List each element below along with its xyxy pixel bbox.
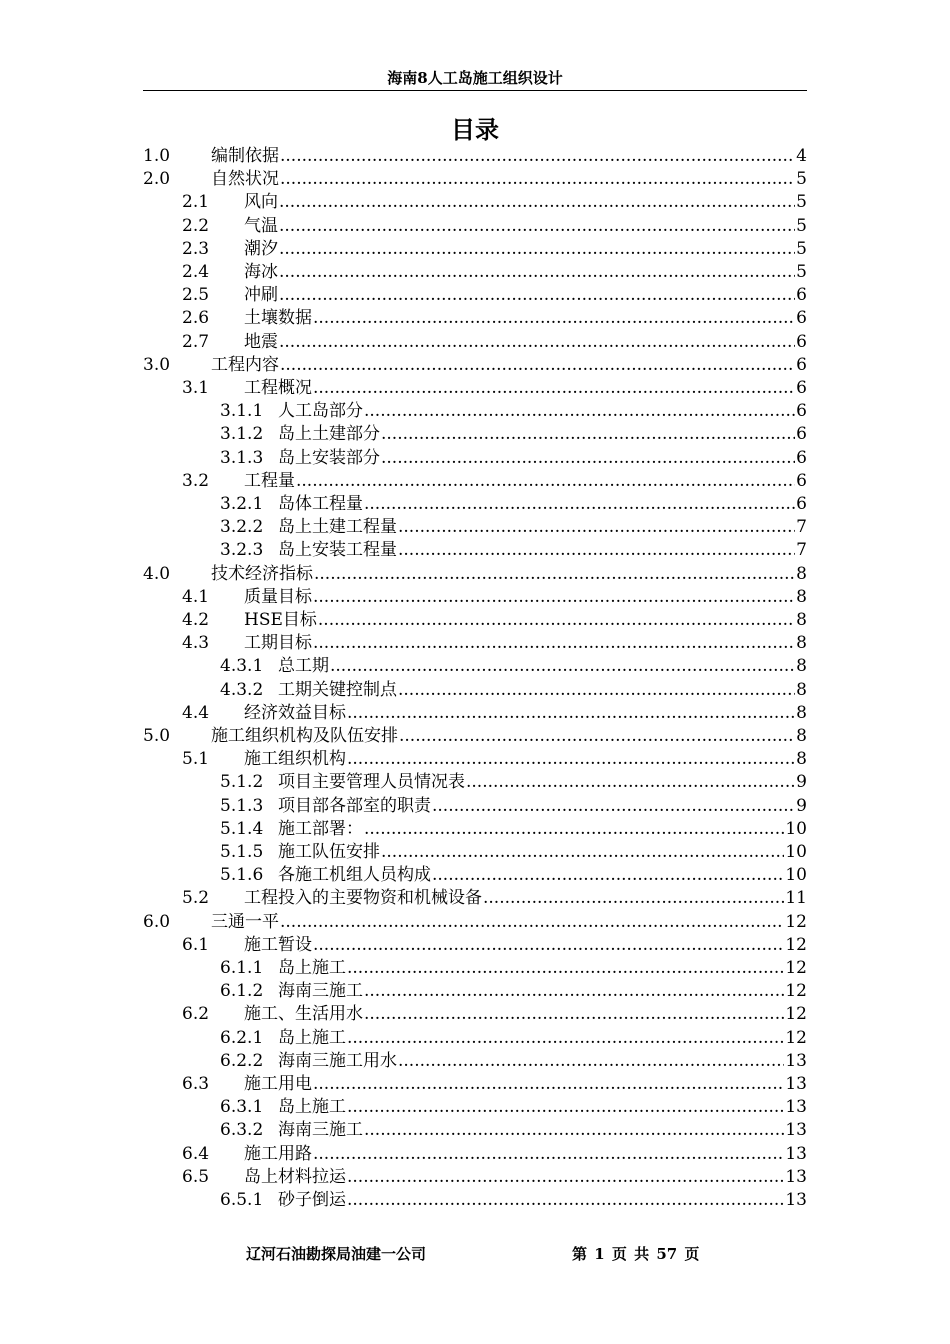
toc-entry[interactable]	[220, 1027, 807, 1050]
toc-entry-title: 海南三施工	[278, 1120, 363, 1141]
toc-entry[interactable]	[220, 400, 807, 423]
toc-entry-page: 8	[796, 586, 807, 607]
toc-entry-number: 2.7	[182, 331, 210, 352]
toc-entry-number: 4.0	[143, 563, 171, 584]
toc-entry[interactable]	[182, 238, 807, 261]
toc-entry-number: 6.3	[182, 1074, 210, 1094]
toc-entry-page: 13	[785, 1074, 807, 1094]
toc-dot-leader	[398, 516, 795, 539]
toc-entry-title: 岛上材料拉运	[244, 1166, 346, 1187]
toc-entry-number: 3.1.2	[220, 424, 264, 445]
toc-dot-leader	[398, 679, 795, 702]
footer-page-info: 第 1 页 共 57 页	[572, 1245, 700, 1263]
toc-dot-leader	[313, 632, 795, 655]
toc-entry-title: 海冰	[244, 262, 278, 282]
toc-entry-title: 施工队伍安排	[278, 842, 380, 862]
toc-entry[interactable]	[220, 1119, 807, 1142]
toc-entry[interactable]	[182, 887, 807, 910]
toc-entry-title: 项目主要管理人员情况表	[278, 772, 465, 793]
toc-dot-leader	[279, 331, 795, 354]
toc-dot-leader	[364, 400, 795, 423]
toc-entry-number: 2.1	[182, 192, 210, 213]
toc-entry-title: 经济效益目标	[244, 702, 346, 723]
toc-entry[interactable]	[220, 864, 807, 887]
toc-entry-title: 海南三施工用水	[278, 1050, 397, 1071]
toc-entry-number: 6.2	[182, 1004, 210, 1025]
toc-entry-page: 13	[785, 1120, 807, 1141]
toc-entry-page: 8	[796, 610, 807, 630]
toc-entry[interactable]	[220, 655, 807, 678]
toc-entry-title: 施工部署：	[278, 818, 363, 839]
toc-dot-leader	[347, 957, 784, 980]
toc-entry[interactable]	[220, 795, 807, 818]
toc-entry-page: 5	[796, 215, 807, 236]
toc-dot-leader	[432, 795, 795, 818]
toc-dot-leader	[466, 771, 795, 794]
toc-entry-title: 岛上安装部分	[278, 447, 380, 468]
toc-entry-title: 工程投入的主要物资和机械设备	[244, 888, 482, 909]
toc-entry-number: 3.1.1	[220, 401, 264, 422]
toc-dot-leader	[347, 1027, 784, 1050]
toc-entry[interactable]	[182, 702, 807, 725]
toc-entry[interactable]	[182, 748, 807, 771]
toc-entry-page: 6	[796, 308, 807, 329]
toc-entry-title: 气温	[244, 215, 278, 236]
toc-entry-number: 2.3	[182, 238, 210, 259]
toc-entry[interactable]	[182, 609, 807, 632]
toc-entry-page: 8	[796, 749, 807, 770]
toc-entry-page: 6	[796, 494, 807, 514]
toc-entry-page: 5	[796, 238, 807, 259]
toc-dot-leader	[279, 261, 795, 284]
toc-entry-number: 6.0	[143, 911, 171, 932]
toc-entry[interactable]	[182, 1166, 807, 1189]
toc-entry-number: 6.3.1	[220, 1097, 264, 1118]
toc-entry[interactable]	[220, 957, 807, 980]
toc-entry-title: 地震	[244, 331, 278, 352]
toc-entry-page: 6	[796, 401, 807, 422]
page-header-title: 海南8人工岛施工组织设计	[387, 69, 563, 87]
toc-entry-title: 海南三施工	[278, 981, 363, 1002]
toc-entry-number: 5.2	[182, 888, 210, 909]
toc-entry-page: 12	[785, 1004, 807, 1025]
toc-entry-number: 2.5	[182, 285, 210, 306]
toc-dot-leader	[280, 168, 795, 191]
toc-entry-number: 3.2	[182, 470, 210, 491]
toc-entry-page: 7	[796, 540, 807, 561]
toc-entry-title: 编制依据	[211, 146, 279, 166]
toc-dot-leader	[280, 911, 784, 934]
toc-dot-leader	[364, 1119, 784, 1142]
toc-entry-number: 6.2.1	[220, 1027, 264, 1048]
toc-entry-number: 4.1	[182, 586, 210, 607]
toc-dot-leader	[364, 980, 784, 1003]
toc-entry-title: 施工、生活用水	[244, 1004, 363, 1025]
toc-entry[interactable]	[182, 1073, 807, 1096]
toc-entry-number: 6.3.2	[220, 1120, 264, 1141]
toc-entry-title: 岛上安装工程量	[278, 540, 397, 561]
toc-entry-number: 3.1.3	[220, 447, 264, 468]
toc-dot-leader	[318, 609, 795, 632]
toc-entry-title: 岛上土建工程量	[278, 517, 397, 538]
toc-entry-number: 2.0	[143, 169, 171, 190]
toc-entry-title: 总工期	[278, 656, 329, 677]
toc-entry-title: 项目部各部室的职责	[278, 795, 431, 816]
toc-entry-title: 岛上施工	[278, 1097, 346, 1118]
footer-company: 辽河石油勘探局油建一公司	[246, 1245, 427, 1263]
toc-entry-page: 9	[796, 772, 807, 793]
toc-dot-leader	[347, 748, 795, 771]
toc-entry-title: 工程概况	[244, 378, 312, 398]
toc-entry[interactable]	[182, 307, 807, 330]
toc-entry[interactable]	[220, 1096, 807, 1119]
toc-entry-title: 工期关键控制点	[278, 679, 397, 700]
toc-dot-leader	[313, 586, 795, 609]
toc-dot-leader	[381, 423, 795, 446]
toc-entry-title: 施工暂设	[244, 934, 312, 955]
toc-entry-page: 8	[796, 726, 807, 746]
toc-entry[interactable]	[182, 632, 807, 655]
toc-entry[interactable]	[182, 377, 807, 400]
toc-entry[interactable]	[220, 1050, 807, 1073]
toc-dot-leader	[347, 1189, 784, 1212]
toc-entry-title: 施工组织机构及队伍安排	[211, 726, 398, 746]
toc-entry-number: 3.0	[143, 354, 171, 375]
toc-entry-number: 5.1.6	[220, 865, 264, 886]
toc-dot-leader	[279, 238, 795, 261]
toc-entry-title: 施工用电	[244, 1074, 312, 1094]
toc-dot-leader	[314, 563, 795, 586]
toc-dot-leader	[398, 539, 795, 562]
toc-entry-page: 4	[796, 146, 807, 166]
toc-entry-title: 施工用路	[244, 1143, 312, 1164]
toc-entry-number: 2.2	[182, 215, 210, 236]
toc-entry-number: 5.1.4	[220, 818, 264, 839]
toc-entry-number: 3.2.1	[220, 494, 264, 514]
toc-entry[interactable]	[182, 934, 807, 957]
toc-entry-title: 工程量	[244, 470, 295, 491]
toc-entry[interactable]	[143, 354, 807, 377]
toc-dot-leader	[296, 470, 795, 493]
toc-entry-number: 4.3.1	[220, 656, 264, 677]
toc-dot-leader	[313, 307, 795, 330]
toc-dot-leader	[364, 818, 784, 841]
toc-entry-page: 6	[796, 331, 807, 352]
toc-dot-leader	[279, 191, 795, 214]
toc-entry-page: 9	[796, 795, 807, 816]
toc-entry-number: 6.5	[182, 1166, 210, 1187]
toc-entry-number: 5.1	[182, 749, 210, 770]
toc-entry[interactable]	[220, 516, 807, 539]
toc-entry-number: 4.2	[182, 610, 210, 630]
toc-entry-number: 5.0	[143, 726, 171, 746]
toc-entry[interactable]	[220, 841, 807, 864]
toc-entry-number: 6.1.2	[220, 981, 264, 1002]
toc-entry-page: 12	[785, 934, 807, 955]
toc-dot-leader	[399, 725, 795, 748]
toc-dot-leader	[313, 1143, 784, 1166]
toc-entry-page: 12	[785, 958, 807, 978]
toc-entry-number: 5.1.2	[220, 772, 264, 793]
toc-entry-title: 人工岛部分	[278, 401, 363, 422]
toc-entry-page: 6	[796, 447, 807, 468]
toc-entry-page: 8	[796, 702, 807, 723]
toc-entry-page: 12	[785, 981, 807, 1002]
toc-entry[interactable]	[143, 563, 807, 586]
toc-dot-leader	[279, 215, 795, 238]
toc-dot-leader	[313, 1073, 784, 1096]
toc-entry-page: 10	[785, 818, 807, 839]
toc-dot-leader	[330, 655, 795, 678]
toc-entry-page: 13	[785, 1190, 807, 1210]
toc-dot-leader	[364, 493, 795, 516]
toc-entry[interactable]	[143, 911, 807, 934]
toc-entry-page: 13	[785, 1097, 807, 1118]
toc-entry-title: 自然状况	[211, 169, 279, 190]
toc-entry[interactable]	[182, 1003, 807, 1026]
toc-entry-number: 4.3.2	[220, 679, 264, 700]
toc-entry-page: 5	[796, 169, 807, 190]
toc-entry[interactable]	[182, 284, 807, 307]
toc-entry[interactable]	[220, 1189, 807, 1212]
toc-entry-number: 3.1	[182, 378, 210, 398]
toc-entry-title: 三通一平	[211, 911, 279, 932]
toc-entry[interactable]	[143, 168, 807, 191]
toc-entry-title: 冲刷	[244, 285, 278, 306]
toc-entry[interactable]	[182, 586, 807, 609]
toc-dot-leader	[279, 284, 795, 307]
toc-entry-page: 5	[796, 192, 807, 213]
toc-entry-title: HSE目标	[244, 610, 317, 630]
toc-dot-leader	[280, 145, 795, 168]
toc-entry-page: 7	[796, 517, 807, 538]
toc-dot-leader	[347, 702, 795, 725]
toc-entry-number: 2.4	[182, 262, 210, 282]
toc-entry-page: 12	[785, 911, 807, 932]
toc-entry-number: 6.4	[182, 1143, 210, 1164]
toc-entry-title: 工程内容	[211, 354, 279, 375]
toc-entry[interactable]	[220, 771, 807, 794]
toc-entry-page: 6	[796, 470, 807, 491]
toc-entry-page: 12	[785, 1027, 807, 1048]
toc-entry[interactable]	[220, 818, 807, 841]
toc-entry-title: 岛上施工	[278, 958, 346, 978]
toc-dot-leader	[432, 864, 784, 887]
toc-entry-number: 5.1.5	[220, 842, 264, 862]
toc-title: 目录	[451, 115, 499, 144]
toc-entry-page: 13	[785, 1166, 807, 1187]
toc-entry[interactable]	[182, 1143, 807, 1166]
toc-entry-number: 4.3	[182, 633, 210, 654]
toc-dot-leader	[347, 1166, 784, 1189]
header-divider	[143, 90, 807, 91]
toc-entry-number: 6.2.2	[220, 1050, 264, 1071]
toc-entry[interactable]	[220, 539, 807, 562]
toc-entry[interactable]	[220, 493, 807, 516]
toc-entry-title: 各施工机组人员构成	[278, 865, 431, 886]
toc-entry-title: 潮汐	[244, 238, 278, 259]
toc-entry-title: 工期目标	[244, 633, 312, 654]
toc-entry-number: 1.0	[143, 146, 171, 166]
toc-entry[interactable]	[143, 725, 807, 748]
toc-entry-number: 6.1	[182, 934, 210, 955]
toc-entry-page: 6	[796, 354, 807, 375]
toc-dot-leader	[313, 934, 784, 957]
toc-entry-page: 5	[796, 262, 807, 282]
toc-entry-title: 岛上土建部分	[278, 424, 380, 445]
toc-entry[interactable]	[220, 447, 807, 470]
toc-dot-leader	[313, 377, 795, 400]
toc-dot-leader	[364, 1003, 784, 1026]
toc-entry-title: 岛体工程量	[278, 494, 363, 514]
toc-entry-page: 8	[796, 656, 807, 677]
toc-entry-page: 11	[785, 888, 807, 909]
toc-entry-page: 8	[796, 633, 807, 654]
toc-dot-leader	[381, 841, 784, 864]
toc-entry-number: 3.2.3	[220, 540, 264, 561]
toc-entry-page: 6	[796, 378, 807, 398]
toc-entry-page: 13	[785, 1143, 807, 1164]
toc-entry-title: 质量目标	[244, 586, 312, 607]
toc-dot-leader	[381, 447, 795, 470]
toc-entry-number: 6.5.1	[220, 1190, 264, 1210]
toc-dot-leader	[398, 1050, 784, 1073]
toc-entry-number: 2.6	[182, 308, 210, 329]
toc-entry[interactable]	[220, 423, 807, 446]
toc-entry-title: 岛上施工	[278, 1027, 346, 1048]
toc-entry[interactable]	[182, 215, 807, 238]
toc-entry-number: 4.4	[182, 702, 210, 723]
toc-entry[interactable]	[220, 679, 807, 702]
toc-entry[interactable]	[182, 470, 807, 493]
toc-entry-title: 风向	[244, 192, 278, 213]
toc-entry-page: 13	[785, 1050, 807, 1071]
toc-entry-title: 施工组织机构	[244, 749, 346, 770]
toc-dot-leader	[483, 887, 784, 910]
toc-entry-number: 3.2.2	[220, 517, 264, 538]
toc-entry-title: 砂子倒运	[278, 1190, 346, 1210]
toc-entry[interactable]	[182, 331, 807, 354]
toc-entry[interactable]	[182, 191, 807, 214]
toc-entry-title: 技术经济指标	[211, 563, 313, 584]
toc-entry-page: 10	[785, 865, 807, 886]
toc-entry-title: 土壤数据	[244, 308, 312, 329]
toc-entry-page: 6	[796, 285, 807, 306]
toc-entry-number: 6.1.1	[220, 958, 264, 978]
toc-entry-page: 8	[796, 563, 807, 584]
toc-entry-page: 6	[796, 424, 807, 445]
toc-dot-leader	[280, 354, 795, 377]
toc-entry-page: 10	[785, 842, 807, 862]
toc-entry[interactable]	[220, 980, 807, 1003]
toc-entry[interactable]	[143, 145, 807, 168]
toc-entry-number: 5.1.3	[220, 795, 264, 816]
toc-entry[interactable]	[182, 261, 807, 284]
toc-entry-page: 8	[796, 679, 807, 700]
toc-dot-leader	[347, 1096, 784, 1119]
